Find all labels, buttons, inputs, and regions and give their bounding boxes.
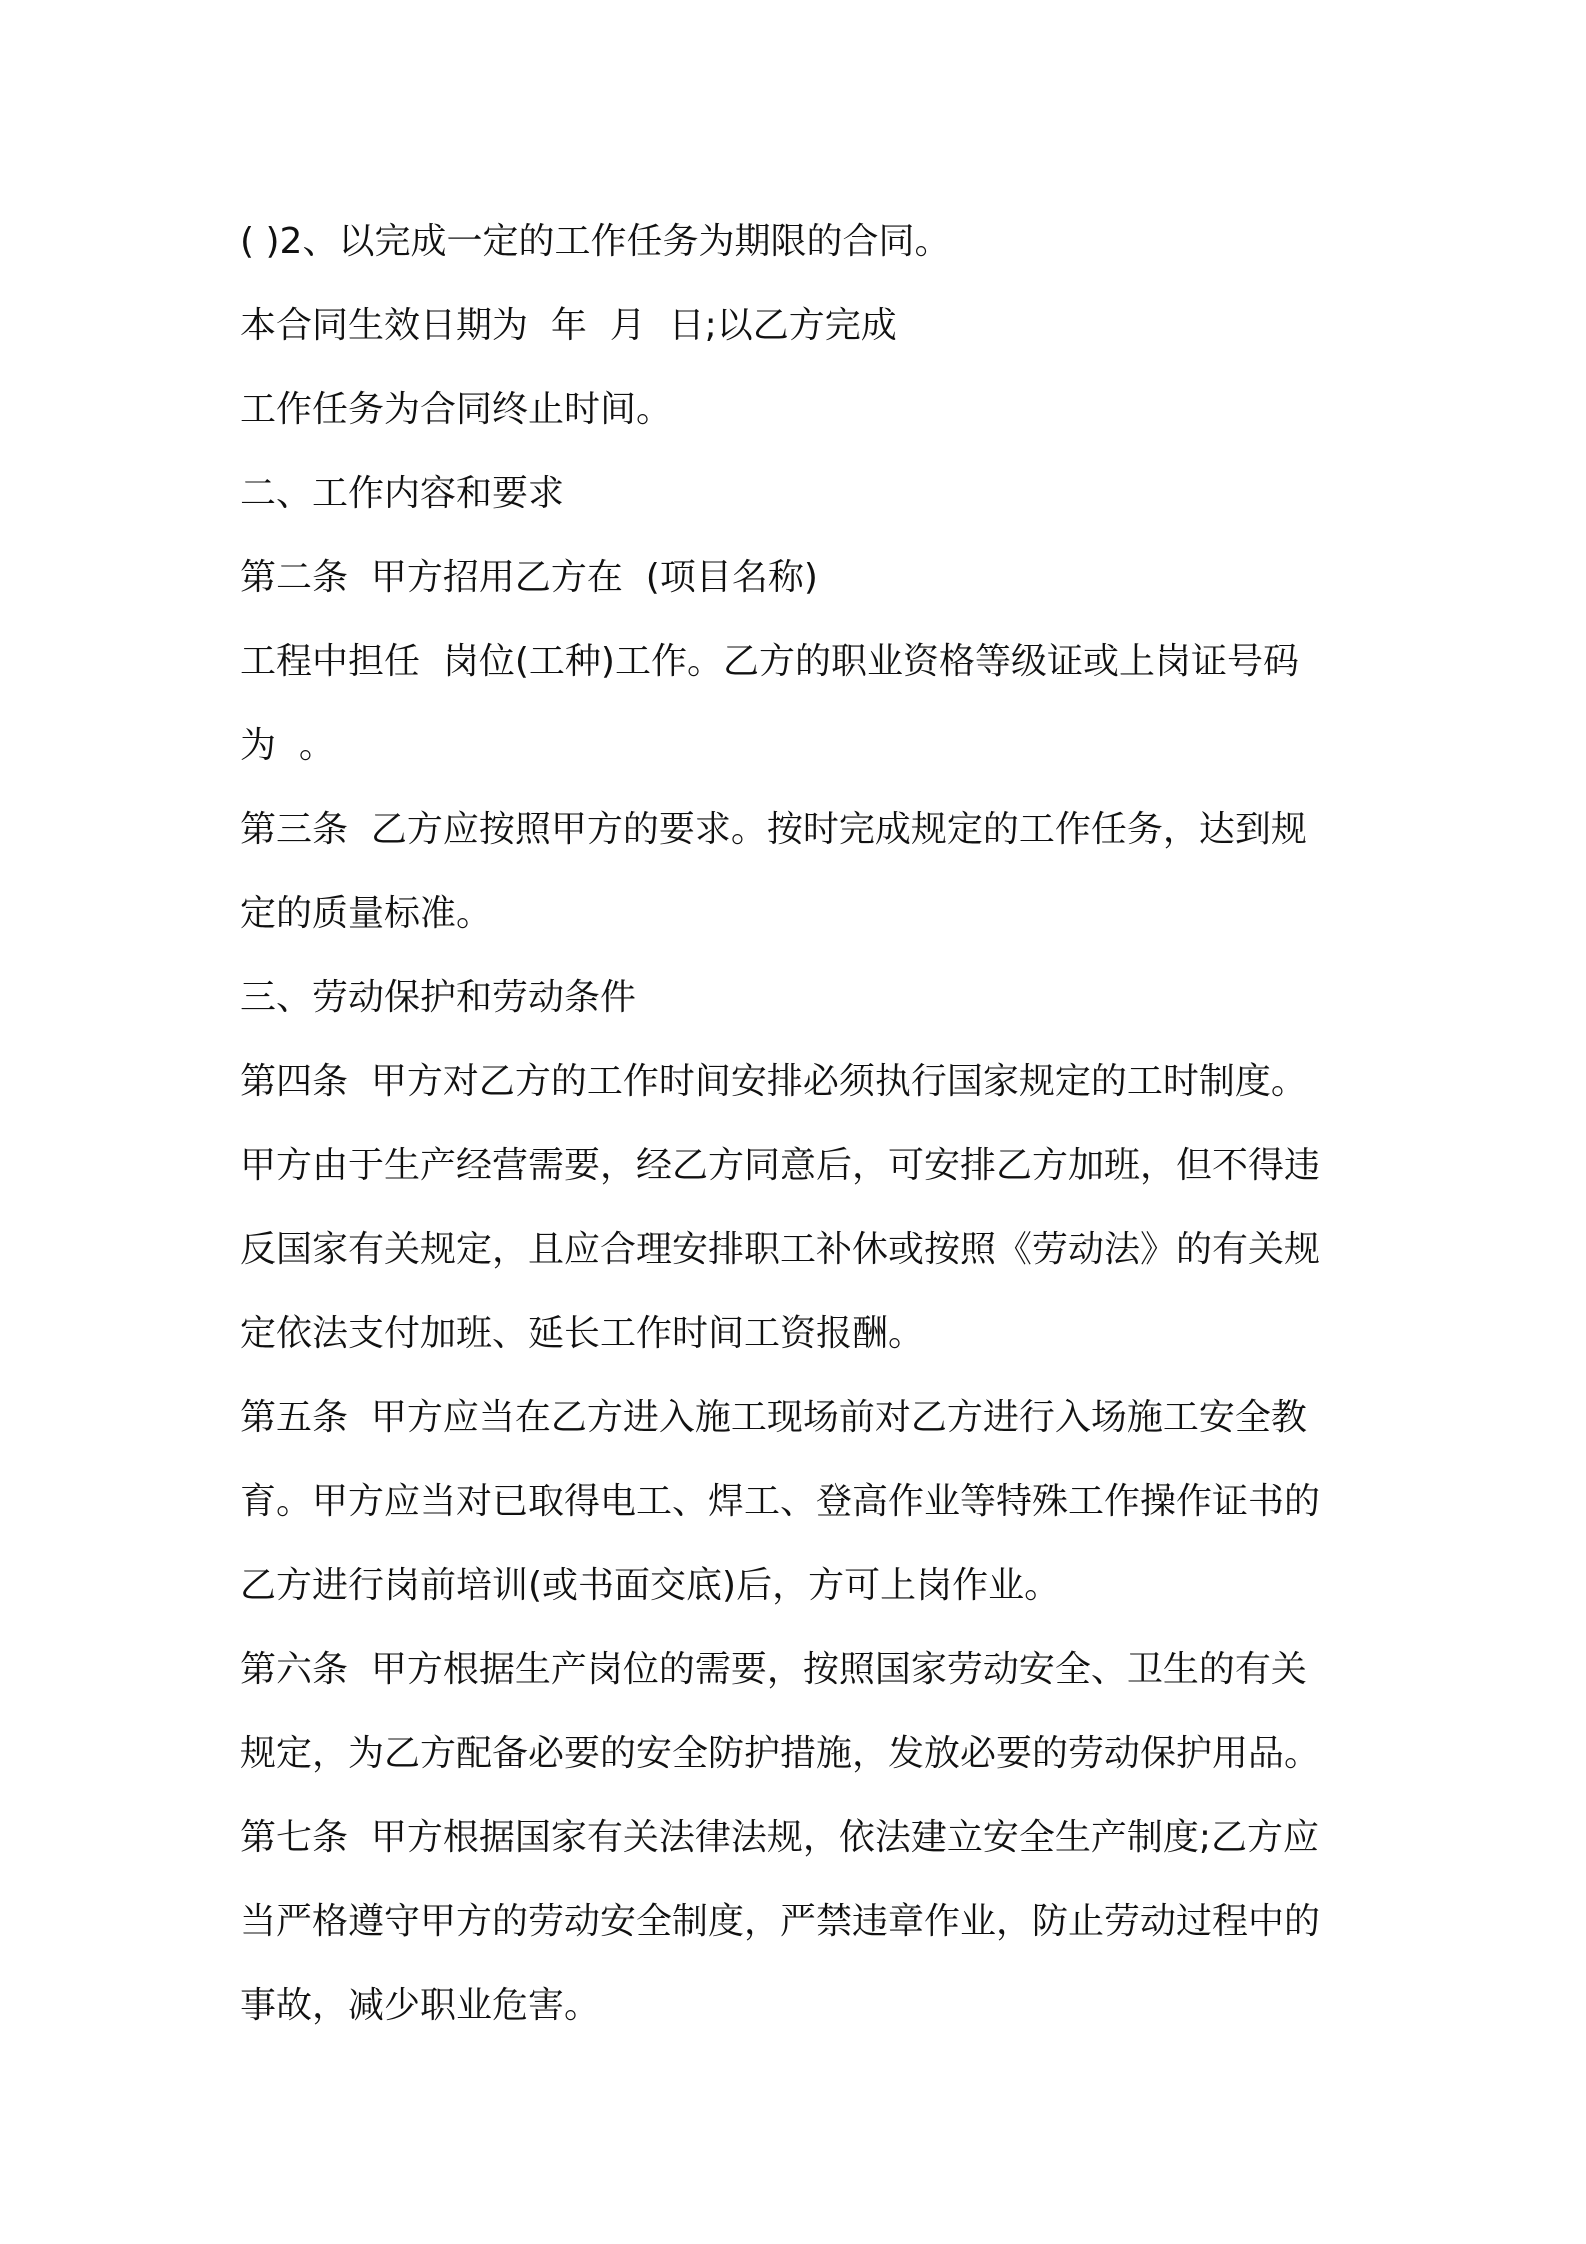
text-line: 第五条 甲方应当在乙方进入施工现场前对乙方进行入场施工安全教 bbox=[240, 1397, 1307, 1438]
document-body bbox=[240, 200, 1360, 2048]
text-line: 第七条 甲方根据国家有关法律法规，依法建立安全生产制度;乙方应 bbox=[240, 1817, 1320, 1858]
text-line: ( )2、以完成一定的工作任务为期限的合同。 bbox=[240, 221, 951, 262]
text-line: 本合同生效日期为 年 月 日;以乙方完成 bbox=[240, 305, 897, 346]
section-heading: 三、劳动保护和劳动条件 bbox=[240, 977, 637, 1018]
text-line: 规定，为乙方配备必要的安全防护措施，发放必要的劳动保护用品。 bbox=[240, 1733, 1321, 1774]
text-line: 反国家有关规定，且应合理安排职工补休或按照《劳动法》的有关规 bbox=[240, 1229, 1321, 1270]
section-heading: 二、工作内容和要求 bbox=[240, 473, 565, 514]
text-line: 事故，减少职业危害。 bbox=[240, 1985, 601, 2026]
text-line: 第四条 甲方对乙方的工作时间安排必须执行国家规定的工时制度。 bbox=[240, 1061, 1307, 1102]
text-line: 乙方进行岗前培训(或书面交底)后，方可上岗作业。 bbox=[240, 1565, 1061, 1606]
text-line: 定依法支付加班、延长工作时间工资报酬。 bbox=[240, 1313, 925, 1354]
text-line: 为 。 bbox=[240, 725, 335, 766]
text-line: 甲方由于生产经营需要，经乙方同意后，可安排乙方加班，但不得违 bbox=[240, 1145, 1321, 1186]
text-line: 第三条 乙方应按照甲方的要求。按时完成规定的工作任务，达到规 bbox=[240, 809, 1307, 850]
text-line: 定的质量标准。 bbox=[240, 893, 493, 934]
text-line: 工程中担任 岗位(工种)工作。乙方的职业资格等级证或上岗证号码 bbox=[240, 641, 1299, 682]
text-line: 第二条 甲方招用乙方在 (项目名称) bbox=[240, 557, 818, 598]
text-line: 第六条 甲方根据生产岗位的需要，按照国家劳动安全、卫生的有关 bbox=[240, 1649, 1307, 1690]
text-line: 工作任务为合同终止时间。 bbox=[240, 389, 673, 430]
text-line: 育。甲方应当对已取得电工、焊工、登高作业等特殊工作操作证书的 bbox=[240, 1481, 1321, 1522]
text-line: 当严格遵守甲方的劳动安全制度，严禁违章作业，防止劳动过程中的 bbox=[240, 1901, 1321, 1942]
